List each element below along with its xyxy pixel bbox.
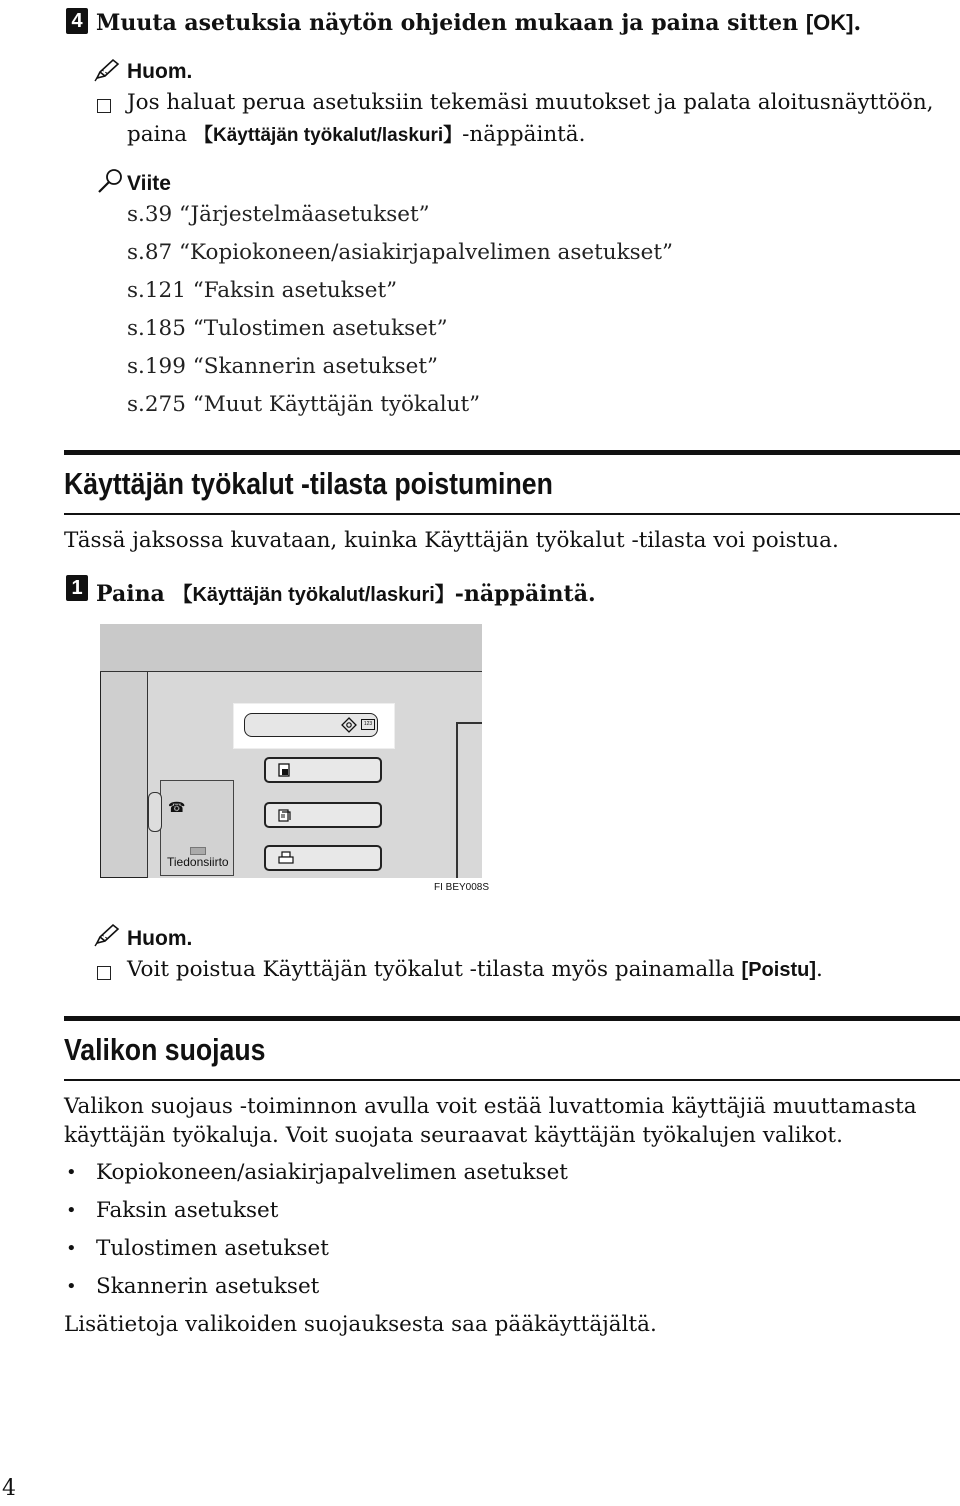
ok-key-label: [OK] [805,10,854,35]
user-tools-counter-key[interactable] [244,713,378,737]
note-line-1: Jos haluat perua asetuksiin tekemäsi muutokset ja palata aloitusnäyttöön, [127,90,934,115]
panel-slot [456,722,482,878]
reference-link: s.185 “Tulostimen asetukset” [127,316,448,341]
note-title: Huom. [127,60,193,83]
step-number-badge: 1 [66,575,88,601]
section-rule [64,1016,960,1021]
paragraph-line: Valikon suojaus -toiminnon avulla voit estää luvattomia käyttäjiä muuttamasta [64,1094,917,1119]
printer-icon [278,851,294,865]
pencil-icon [94,58,122,82]
user-tools-key-label: 【Käyttäjän työkalut/laskuri】 [172,584,455,606]
list-item: Skannerin asetukset [96,1274,320,1299]
step-instruction [96,578,596,607]
fax-icon: ☎ [168,800,186,816]
copy-icon [278,763,290,777]
bullet-icon: • [66,1238,77,1259]
printer-button[interactable] [264,845,382,871]
checkbox-icon [97,966,111,980]
step-pre: Paina [96,581,173,607]
section-heading: Valikon suojaus [64,1032,266,1067]
list-item: Faksin asetukset [96,1198,279,1223]
step-end: . [853,10,862,36]
counter-icon: 123 [361,719,375,730]
bullet-icon: • [66,1200,77,1221]
bullet-icon: • [66,1162,77,1183]
user-tools-icon [341,717,357,733]
list-item: Kopiokoneen/asiakirjapalvelimen asetukset [96,1160,568,1185]
user-tools-key-label: 【Käyttäjän työkalut/laskuri】 [193,125,463,146]
bullet-icon: • [66,1276,77,1297]
note-title: Huom. [127,927,193,950]
reference-link: s.39 “Järjestelmäasetukset” [127,202,430,227]
exit-key-label: [Poistu] [741,959,816,981]
magnifier-icon [96,168,124,194]
footer-paragraph: Lisätietoja valikoiden suojauksesta saa pääkäyttäjältä. [64,1312,657,1337]
step-instruction [96,10,861,36]
section-underline [64,513,960,515]
paragraph-line: käyttäjän työkaluja. Voit suojata seuraavat käyttäjän työkalujen valikot. [64,1123,843,1148]
note-line-2-pre: paina [127,122,194,147]
figure-code: FI BEY008S [434,882,490,893]
note-text-post: . [815,957,823,982]
reference-link: s.121 “Faksin asetukset” [127,278,398,303]
reference-link: s.87 “Kopiokoneen/asiakirjapalvelimen asetukset” [127,240,673,265]
document-server-icon [278,808,292,822]
note-line-2-post: -näppäintä. [462,122,586,147]
page-number: 4 [2,1476,16,1501]
section-rule [64,450,960,455]
reference-link: s.199 “Skannerin asetukset” [127,354,439,379]
section-intro: Tässä jaksossa kuvataan, kuinka Käyttäjän työkalut -tilasta voi poistua. [64,528,839,553]
section-heading: Käyttäjän työkalut -tilasta poistuminen [64,466,553,501]
list-item: Tulostimen asetukset [96,1236,329,1261]
panel-top-strip [100,624,482,672]
step-post: -näppäintä. [454,581,596,607]
step-number-badge: 4 [66,8,88,34]
note-text-pre: Voit poistua Käyttäjän työkalut -tilasta myös painamalla [127,957,742,982]
section-underline [64,1079,960,1081]
pencil-icon [94,923,122,947]
step-text: Muuta asetuksia näytön ohjeiden mukaan ja paina sitten [96,10,806,36]
checkbox-icon [97,99,111,113]
panel-dial[interactable] [148,792,162,832]
note-line-2 [127,120,585,147]
copy-mode-button[interactable] [264,757,382,783]
note-text [127,957,823,982]
indicator-label: Tiedonsiirto [167,855,229,869]
document-server-button[interactable] [264,802,382,828]
reference-title: Viite [127,172,171,195]
data-in-indicator [190,847,206,855]
reference-link: s.275 “Muut Käyttäjän työkalut” [127,392,481,417]
